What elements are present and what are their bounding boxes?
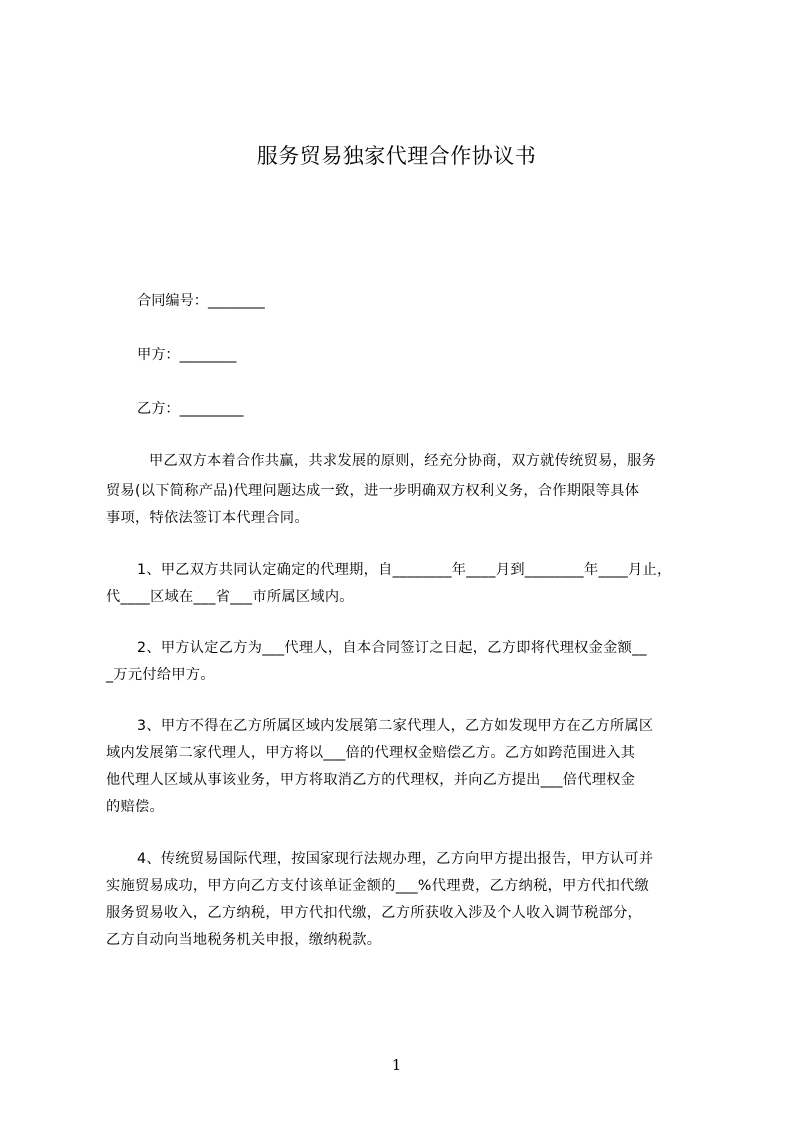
clause-line: 2、甲方认定乙方为___代理人，自本合同签订之日起，乙方即将代理权金金额__ [137, 640, 647, 656]
party-a-field: 甲方：________ [137, 347, 237, 363]
clause-line: 服务贸易收入，乙方纳税，甲方代扣代缴，乙方所获收入涉及个人收入调节税部分， [106, 905, 643, 921]
clause-line: 他代理人区域从事该业务，甲方将取消乙方的代理权，并向乙方提出___倍代理权金 [106, 772, 636, 788]
clause-line: 1、甲乙双方共同认定确定的代理期，自________年____月到________年____月止， [137, 562, 672, 578]
clause-line: 代____区域在___省___市所属区域内。 [106, 589, 354, 605]
party-b-field: 乙方：_________ [137, 401, 244, 417]
clause-line: 乙方自动向当地税务机关申报，缴纳税款。 [106, 932, 382, 948]
paragraph-line: 甲乙双方本着合作共赢，共求发展的原则，经充分协商，双方就传统贸易，服务 [149, 453, 657, 469]
page-title: 服务贸易独家代理合作协议书 [256, 144, 537, 168]
paragraph-line: 贸易(以下简称产品)代理问题达成一致，进一步明确双方权利义务，合作期限等具体 [106, 483, 640, 499]
clause-line: 3、甲方不得在乙方所属区域内发展第二家代理人，乙方如发现甲方在乙方所属区 [137, 718, 654, 734]
paragraph-line: 事项，特依法签订本代理合同。 [106, 510, 309, 526]
clause-line: 4、传统贸易国际代理，按国家现行法规办理，乙方向甲方提出报告，甲方认可并 [137, 851, 654, 867]
clause-line: 的赔偿。 [106, 799, 164, 815]
contract-number-field: 合同编号：________ [137, 293, 265, 309]
clause-line: _万元付给甲方。 [106, 667, 215, 683]
clause-line: 实施贸易成功，甲方向乙方支付该单证金额的___%代理费，乙方纳税，甲方代扣代缴 [106, 878, 650, 894]
clause-line: 域内发展第二家代理人，甲方将以___倍的代理权金赔偿乙方。乙方如跨范围进入其 [106, 745, 636, 761]
page-number: 1 [391, 1056, 402, 1074]
